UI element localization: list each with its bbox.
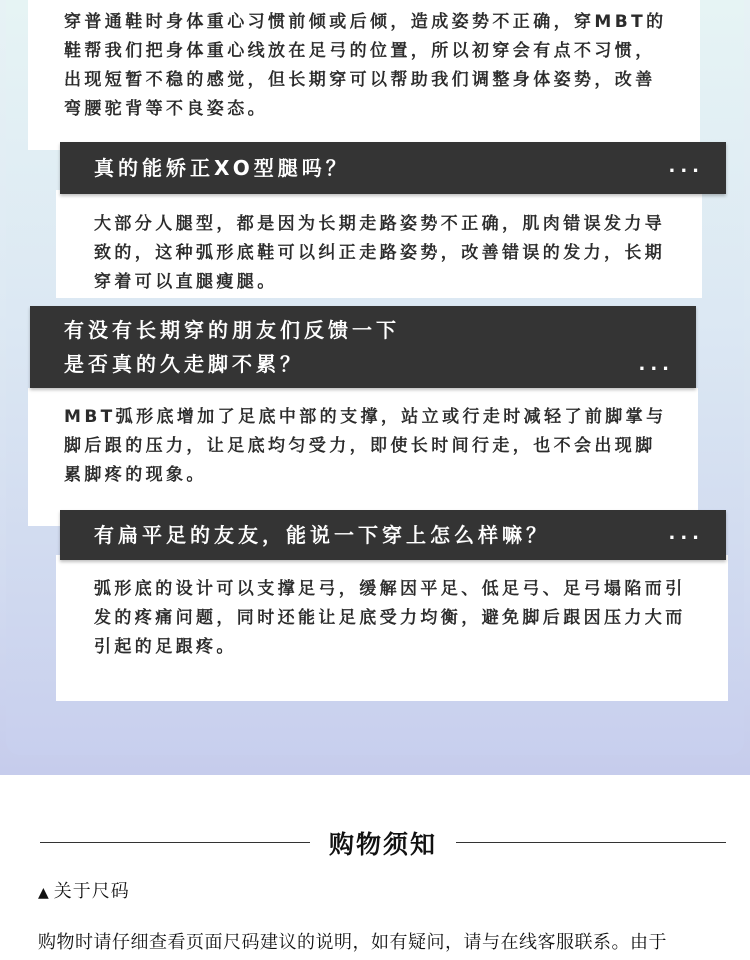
ellipsis-2: ... <box>668 156 704 177</box>
size-description: 购物时请仔细查看页面尺码建议的说明，如有疑问，请与在线客服联系。由于 <box>38 932 667 953</box>
divider-left <box>40 842 310 843</box>
question-bar-2 <box>60 142 726 194</box>
ellipsis-3: ... <box>638 354 674 375</box>
question-text-2: 真的能矫正XO型腿吗？ <box>94 156 350 180</box>
question-bar-3 <box>30 306 696 388</box>
answer-text-3: MBT弧形底增加了足底中部的支撑，站立或行走时减轻了前脚掌与脚后跟的压力，让足底均匀受力，即使长时间行走，也不会出现脚累脚疼的现象。 <box>64 407 667 485</box>
size-section-heading <box>38 877 130 903</box>
answer-card-4 <box>56 555 728 701</box>
answer-text-4: 弧形底的设计可以支撑足弓，缓解因平足、低足弓、足弓塌陷而引发的疼痛问题，同时还能让足底受力均衡，避免脚后跟因压力大而引起的足跟疼。 <box>94 579 686 657</box>
question-text-3: 有没有长期穿的朋友们反馈一下 是否真的久走脚不累？ <box>64 318 400 376</box>
question-text-4: 有扁平足的友友，能说一下穿上怎么样嘛？ <box>94 523 550 547</box>
notice-title: 购物须知 <box>328 830 437 859</box>
triangle-icon: ▲ <box>38 885 50 901</box>
answer-card-1 <box>28 0 700 150</box>
answer-card-3 <box>28 388 698 526</box>
answer-card-2 <box>56 190 702 298</box>
notice-header <box>0 825 750 861</box>
answer-text-2: 大部分人腿型，都是因为长期走路姿势不正确，肌肉错误发力导致的，这种弧形底鞋可以纠正走路姿势，改善错误的发力，长期穿着可以直腿瘦腿。 <box>94 214 666 292</box>
size-heading-label: 关于尺码 <box>53 881 130 902</box>
ellipsis-4: ... <box>668 523 704 544</box>
answer-text-1: 穿普通鞋时身体重心习惯前倾或后倾，造成姿势不正确，穿MBT的鞋帮我们把身体重心线放在足弓的位置，所以初穿会有点不习惯，出现短暂不稳的感觉，但长期穿可以帮助我们调整身体姿势，改善弯腰驼背等不良姿态。 <box>64 12 667 119</box>
divider-right <box>456 842 726 843</box>
question-bar-4 <box>60 510 726 560</box>
